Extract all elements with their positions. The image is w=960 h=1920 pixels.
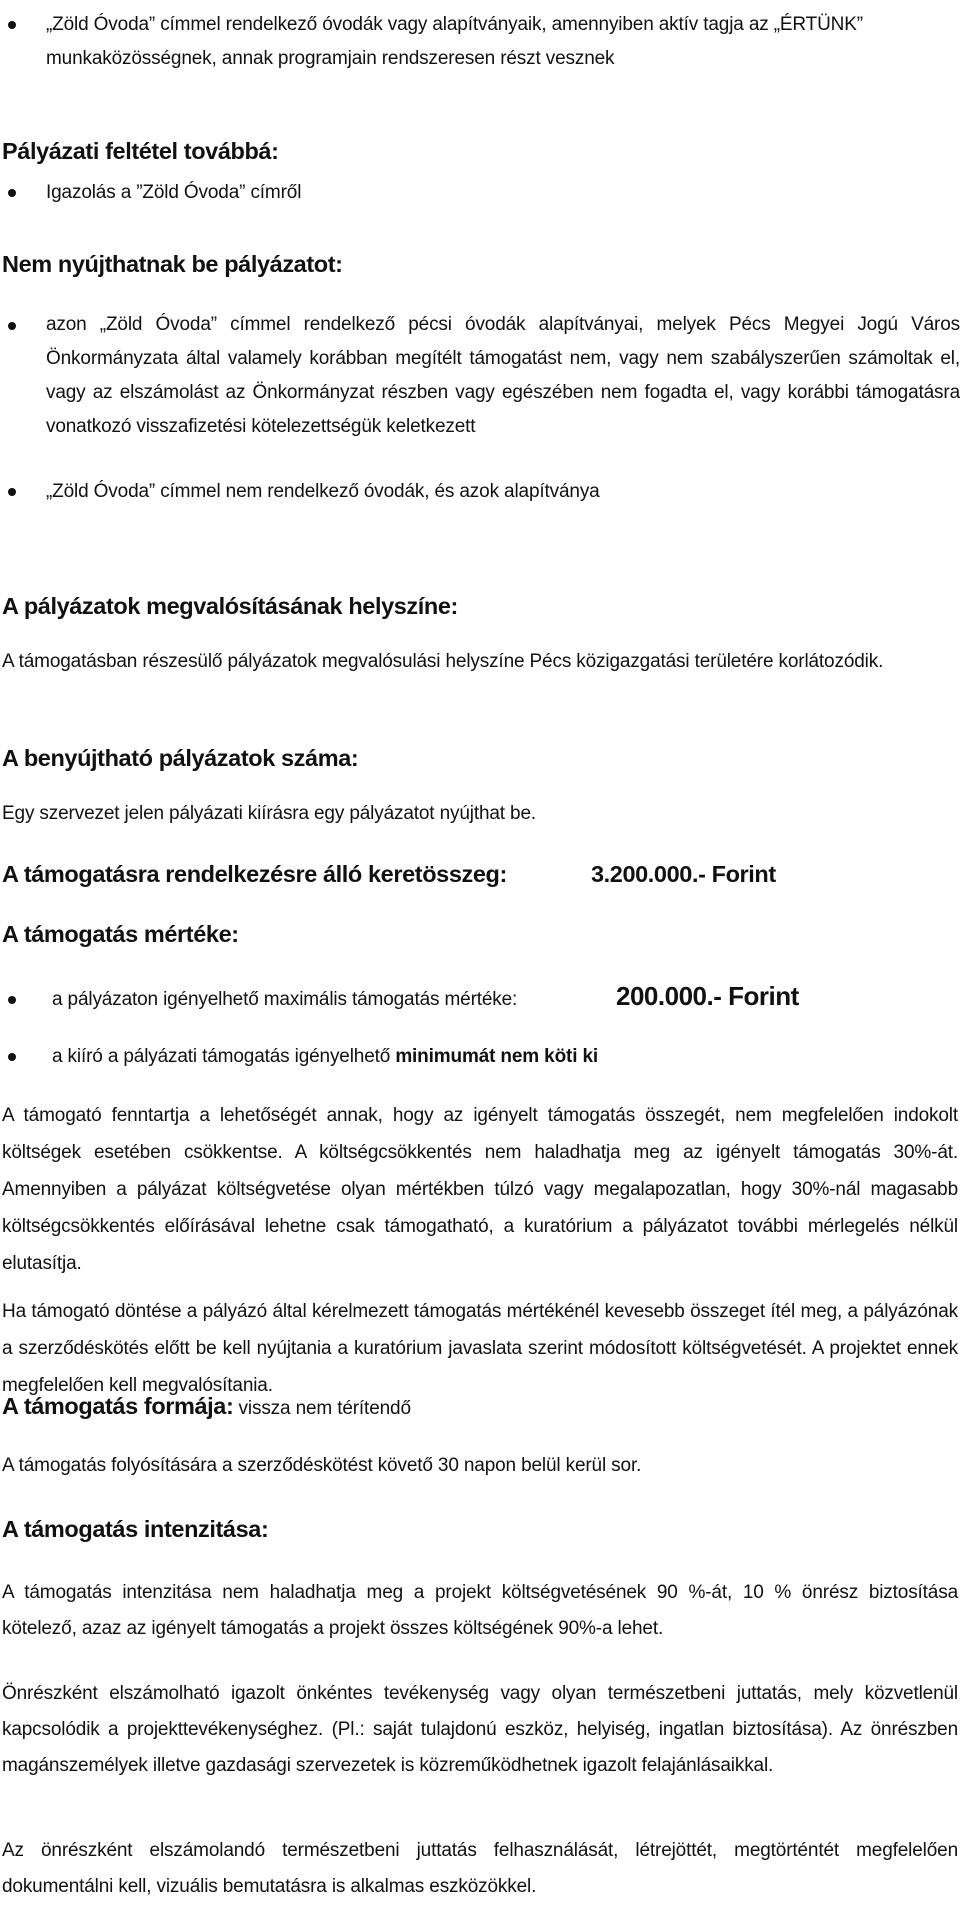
excluded-bullet-2-text: „Zöld Óvoda” címmel nem rendelkező óvodák, és azok alapítványa [46,481,600,502]
intensity-heading: A támogatás intenzitása: [2,1516,269,1542]
intensity-paragraph-3: Az önrészként elszámolandó természetbeni juttatás felhasználását, létrejöttét, megtörténtét megfelelően dokumentálni kell, vizuális bemutatásra is alkalmas eszközökkel. [2,1840,958,1897]
reduction-paragraph: A támogató fenntartja a lehetőségét annak, hogy az igényelt támogatás összegét, nem megfelelően indokolt költségek esetében csökkentse. A költségcsökkentés nem haladhatja meg az igényelt támogatás 30%-át. Amennyiben a pályázat költségvetése olyan mértékben túlzó vagy megalapozatlan, hogy 30%-nál magasabb költségcsökkentés előírásával lehetne csak támogatható, a kuratórium a pályázatot további mérlegelés nélkül elutasítja. [2,1105,958,1274]
intensity-paragraph-2: Önrészként elszámolható igazolt önkéntes tevékenység vagy olyan természetbeni juttatás, mely közvetlenül kapcsolódik a projekttevékenységhez. (Pl.: saját tulajdonú eszköz, helyiség, ingatlan biztosítása). Az önrészben magánszemélyek illetve gazdasági szervezetek is közreműködhetnek igazolt felajánlásaikkal. [2,1683,958,1776]
count-heading: A benyújtható pályázatok száma: [2,745,359,771]
form-heading: A támogatás formája: [2,1393,234,1419]
bullet-dot [8,322,16,330]
bullet-dot [8,1053,16,1061]
lower-amount-paragraph: Ha támogató döntése a pályázó által kérelmezett támogatás mértékénél kevesebb összeget ítél meg, a pályázónak a szerződéskötés előtt be kell nyújtania a kuratórium javaslata szerint módosított költségvetését. A projektet ennek megfelelően kell megvalósítania. [2,1301,958,1396]
form-value: vissza nem térítendő [233,1398,411,1419]
location-text: A támogatásban részesülő pályázatok megvalósulási helyszíne Pécs közigazgatási területére korlátozódik. [2,651,884,672]
max-amount-label: a pályázaton igényelhető maximális támogatás mértéke: [52,989,518,1010]
form-line [2,1389,411,1426]
amount-heading: A támogatás mértéke: [2,921,239,947]
bullet-dot [8,488,16,496]
budget-amount: 3.200.000.- Forint [591,861,776,887]
form-text: A támogatás folyósítására a szerződéskötést követő 30 napon belül kerül sor. [2,1455,642,1476]
intro-bullet-text: „Zöld Óvoda” címmel rendelkező óvodák vagy alapítványaik, amennyiben aktív tagja az „ÉRTÜNK” munkaközösségnek, annak programjain rendszeresen részt vesznek [46,14,863,69]
max-amount-value: 200.000.- Forint [616,981,799,1011]
bullet-dot [8,21,16,29]
bullet-dot [8,189,16,197]
condition-bullet-text: Igazolás a ”Zöld Óvoda” címről [46,182,302,203]
condition-heading: Pályázati feltétel továbbá: [2,138,279,164]
budget-label: A támogatásra rendelkezésre álló keretösszeg: [2,861,507,887]
min-amount-text [52,1040,598,1074]
min-amount-bold: minimumát nem köti ki [395,1046,599,1067]
bullet-dot [8,996,16,1004]
excluded-bullet-1-text: azon „Zöld Óvoda” címmel rendelkező pécsi óvodák alapítványai, melyek Pécs Megyei Jogú Város Önkormányzata által valamely korábban megítélt támogatást nem, vagy nem szabályszerűen számoltak el, vagy az elszámolást az Önkormányzat részben vagy egészében nem fogadta el, vagy korábbi támogatásra vonatkozó visszafizetési kötelezettségük keletkezett [46,314,960,437]
location-heading: A pályázatok megvalósításának helyszíne: [2,593,458,619]
min-amount-prefix: a kiíró a pályázati támogatás igényelhető [52,1046,396,1067]
excluded-heading: Nem nyújthatnak be pályázatot: [2,251,343,277]
count-text: Egy szervezet jelen pályázati kiírásra egy pályázatot nyújthat be. [2,803,537,824]
intensity-paragraph-1: A támogatás intenzitása nem haladhatja meg a projekt költségvetésének 90 %-át, 10 % önrész biztosítása kötelező, azaz az igényelt támogatás a projekt összes költségének 90%-a lehet. [2,1582,958,1639]
